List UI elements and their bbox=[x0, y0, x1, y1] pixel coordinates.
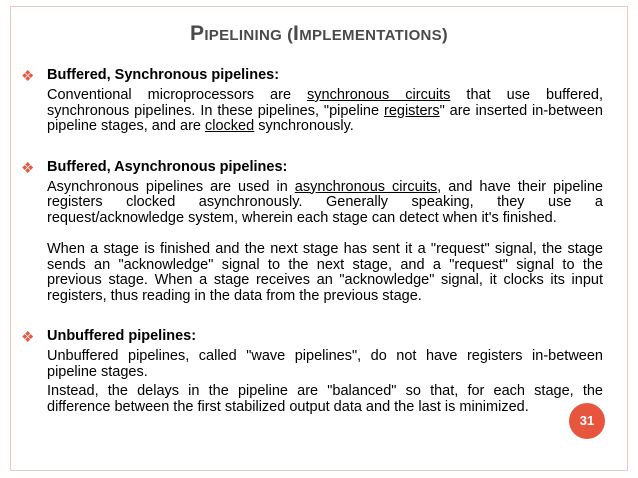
link-clocked[interactable]: clocked bbox=[205, 118, 255, 134]
title-cap-i: I bbox=[293, 22, 300, 45]
heading-buffered-sync: Buffered, Synchronous pipelines: bbox=[47, 67, 280, 83]
slide-title bbox=[0, 22, 638, 46]
title-word-pipelining: IPELINING bbox=[204, 27, 283, 44]
heading-unbuffered: Unbuffered pipelines: bbox=[47, 328, 197, 344]
link-synchronous-circuits[interactable]: synchronous circuits bbox=[307, 87, 451, 103]
diamond-bullet-icon: ❖ bbox=[21, 68, 35, 85]
diamond-bullet-icon: ❖ bbox=[21, 159, 35, 177]
bullet-unbuffered bbox=[21, 328, 603, 345]
heading-buffered-async: Buffered, Asynchronous pipelines: bbox=[47, 158, 288, 175]
title-paren-open: ( bbox=[282, 25, 294, 44]
diamond-bullet-icon: ❖ bbox=[21, 329, 35, 346]
para-unbuffered-2: Instead, the delays in the pipeline are "balanced" so that, for each stage, the difference between the first stabilized output data and the last is minimized. bbox=[47, 383, 603, 415]
para-buffered-sync: Conventional microprocessors are synchronous circuits that use buffered, synchronous pipelines. In these pipelines, "pipeline registers" are inserted in-between pipeline stages, and are clocked synchronously. bbox=[47, 87, 604, 134]
link-asynchronous-circuits[interactable]: asynchronous circuits bbox=[294, 178, 438, 195]
title-word-implementations: MPLEMENTATIONS bbox=[299, 27, 442, 44]
para-buffered-async: Asynchronous pipelines are used in asynchronous circuits, and have their pipeline registers clocked asynchronously. Generally speaking, they use a request/acknowledge system, wherein each stage can detect when it's finished. bbox=[47, 178, 603, 226]
title-paren-close: ) bbox=[442, 25, 448, 44]
para-buffered-async-2: When a stage is finished and the next stage has sent it a "request" signal, the stage sends an "acknowledge" signal to the next stage, and a "request" signal to the previous stage. When a stage receives an "acknowledge" signal, it clocks its input registers, thus reading in the data from the previous stage. bbox=[47, 241, 603, 304]
link-registers[interactable]: registers bbox=[383, 102, 440, 119]
slide-content bbox=[21, 67, 603, 415]
para-unbuffered-1: Unbuffered pipelines, called "wave pipelines", do not have registers in-between pipeline stages. bbox=[47, 348, 603, 380]
title-cap-p: P bbox=[190, 22, 205, 45]
bullet-buffered-async bbox=[21, 159, 603, 176]
page-number-badge: 31 bbox=[569, 403, 605, 439]
bullet-buffered-sync bbox=[21, 67, 603, 84]
